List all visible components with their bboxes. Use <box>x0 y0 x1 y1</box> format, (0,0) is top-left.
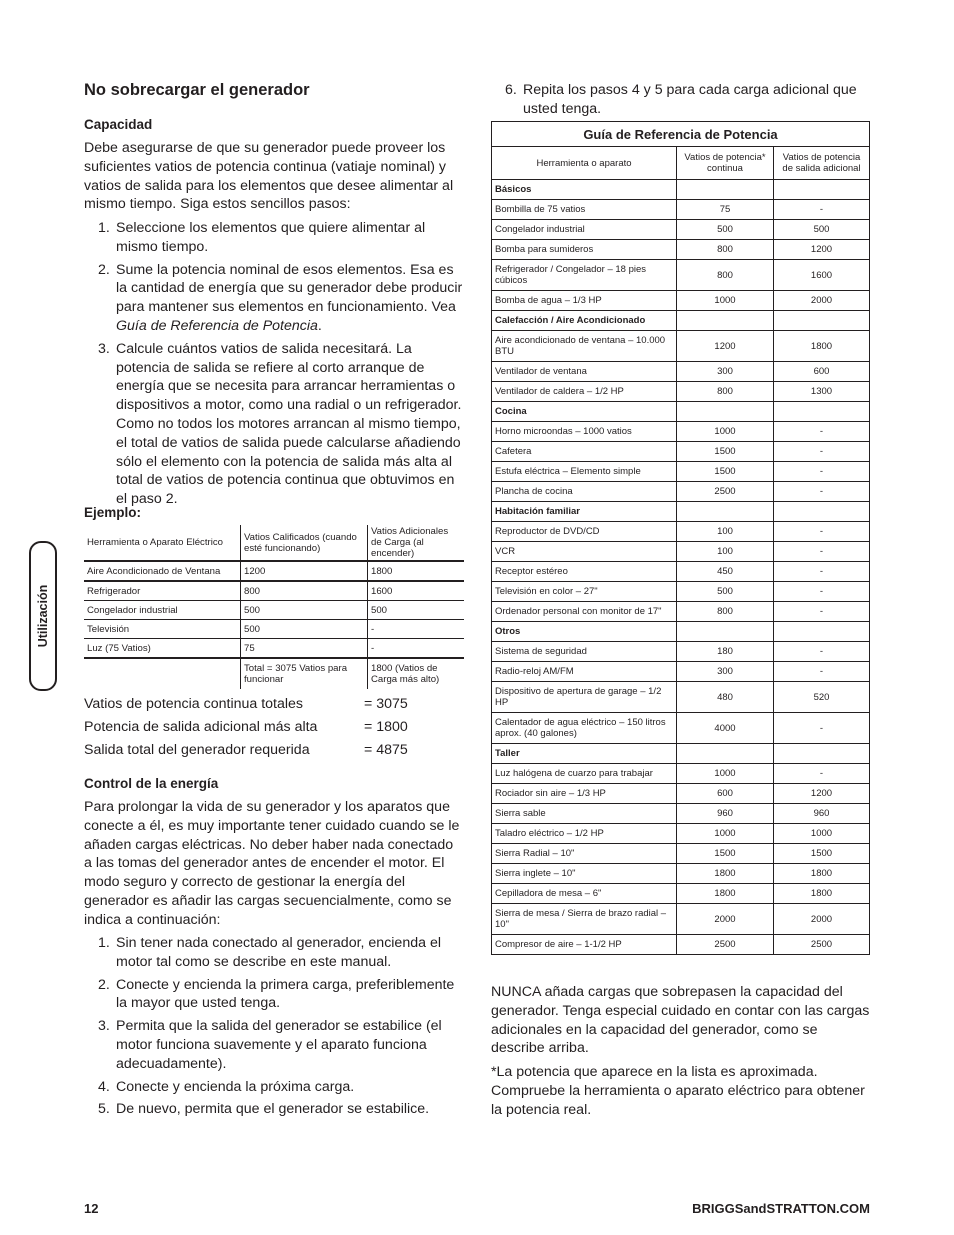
item-name: Sierra inglete – 10" <box>492 864 677 884</box>
running-watts: 800 <box>677 240 774 260</box>
item-name: Plancha de cocina <box>492 482 677 502</box>
table-row <box>492 562 870 582</box>
starting-watts: - <box>774 522 870 542</box>
table-row <box>492 764 870 784</box>
running-watts: 4000 <box>677 713 774 744</box>
item-name: Calentador de agua eléctrico – 150 litros aprox. (40 galones) <box>492 713 677 744</box>
item-name: Aire acondicionado de ventana – 10.000 BTU <box>492 331 677 362</box>
table-row <box>492 904 870 935</box>
starting-watts: 2000 <box>774 291 870 311</box>
empty-cell <box>774 622 870 642</box>
table-row <box>492 382 870 402</box>
table-category-row <box>492 502 870 522</box>
running-watts: 480 <box>677 682 774 713</box>
category-label: Calefacción / Aire Acondicionado <box>492 311 677 331</box>
running-watts: 2500 <box>677 935 774 955</box>
item-name: Sierra Radial – 10" <box>492 844 677 864</box>
item-name: Dispositivo de apertura de garage – 1/2 HP <box>492 682 677 713</box>
table-row <box>492 935 870 955</box>
summary-line: Potencia de salida adicional más alta = 1800 <box>84 719 408 735</box>
item-name: Ventilador de caldera – 1/2 HP <box>492 382 677 402</box>
website-url: BRIGGSandSTRATTON.COM <box>692 1201 870 1216</box>
item-name: Televisión en color – 27" <box>492 582 677 602</box>
table-category-row <box>492 180 870 200</box>
overload-warning: NUNCA añada cargas que sobrepasen la capacidad del generador. Tenga especial cuidado en contar con las cargas adicionales en la capacidad del generador, como se describe arriba. <box>491 984 870 1057</box>
table-category-row <box>492 402 870 422</box>
empty-cell <box>677 180 774 200</box>
item-name: Ordenador personal con monitor de 17" <box>492 602 677 622</box>
category-label: Otros <box>492 622 677 642</box>
table-row <box>492 844 870 864</box>
table-row <box>492 682 870 713</box>
item-name: Sierra sable <box>492 804 677 824</box>
starting-watts: 1800 <box>774 864 870 884</box>
starting-watts: 1800 <box>774 331 870 362</box>
running-watts: 450 <box>677 562 774 582</box>
starting-watts: 520 <box>774 682 870 713</box>
table-row: Televisión 500 - <box>84 620 464 639</box>
running-watts: 300 <box>677 362 774 382</box>
category-label: Taller <box>492 744 677 764</box>
running-watts: 180 <box>677 642 774 662</box>
starting-watts: 2000 <box>774 904 870 935</box>
item-name: Estufa eléctrica – Elemento simple <box>492 462 677 482</box>
step-item: 3. Permita que la salida del generador se estabilice (el motor funciona suavemente y el aparato funciona adecuadamente). <box>98 1018 442 1072</box>
approximate-note: *La potencia que aparece en la lista es aproximada. Compruebe la herramienta o aparato eléctrico para obtener la potencia real. <box>491 1064 865 1118</box>
running-watts: 800 <box>677 382 774 402</box>
step-item: 6. Repita los pasos 4 y 5 para cada carga adicional que usted tenga. <box>505 82 857 117</box>
table-row <box>492 784 870 804</box>
running-watts: 1000 <box>677 291 774 311</box>
example-table <box>84 525 464 689</box>
running-watts: 500 <box>677 582 774 602</box>
category-label: Básicos <box>492 180 677 200</box>
table-row <box>492 260 870 291</box>
table-total-row: Total = 3075 Vatios para funcionar 1800 (Vatios de Carga más alto) <box>84 658 464 689</box>
table-row <box>492 240 870 260</box>
empty-cell <box>677 502 774 522</box>
table-header: Vatios Adicionales de Carga (al encender) <box>368 525 465 561</box>
category-label: Cocina <box>492 402 677 422</box>
table-header: Vatios Calificados (cuando esté funcionando) <box>241 525 368 561</box>
table-header-row <box>84 525 464 561</box>
item-name: Taladro eléctrico – 1/2 HP <box>492 824 677 844</box>
starting-watts: - <box>774 562 870 582</box>
starting-watts: 1000 <box>774 824 870 844</box>
empty-cell <box>774 744 870 764</box>
table-row: Refrigerador 800 1600 <box>84 581 464 601</box>
running-watts: 1800 <box>677 884 774 904</box>
side-tab-label: Utilización <box>36 584 50 648</box>
ejemplo-heading: Ejemplo: <box>84 505 142 520</box>
table-header-row <box>492 147 870 180</box>
table-row <box>492 602 870 622</box>
table-header: Vatios de potencia* continua <box>677 147 774 180</box>
item-name: Bomba para sumideros <box>492 240 677 260</box>
table-header: Vatios de potencia de salida adicional <box>774 147 870 180</box>
item-name: Congelador industrial <box>492 220 677 240</box>
table-row <box>492 442 870 462</box>
starting-watts: 1800 <box>774 884 870 904</box>
starting-watts: - <box>774 582 870 602</box>
starting-watts: - <box>774 542 870 562</box>
empty-cell <box>677 622 774 642</box>
empty-cell <box>774 180 870 200</box>
starting-watts: - <box>774 642 870 662</box>
section-side-tab <box>29 541 57 691</box>
table-row <box>492 642 870 662</box>
running-watts: 300 <box>677 662 774 682</box>
table-row <box>492 662 870 682</box>
summary-line: Vatios de potencia continua totales = 3075 <box>84 696 408 712</box>
running-watts: 600 <box>677 784 774 804</box>
empty-cell <box>677 744 774 764</box>
item-name: Sistema de seguridad <box>492 642 677 662</box>
starting-watts: 960 <box>774 804 870 824</box>
running-watts: 2000 <box>677 904 774 935</box>
running-watts: 1500 <box>677 462 774 482</box>
running-watts: 800 <box>677 602 774 622</box>
item-name: Radio-reloj AM/FM <box>492 662 677 682</box>
table-row <box>492 331 870 362</box>
step-item: 3. Calcule cuántos vatios de salida necesitará. La potencia de salida se refiere al corto arranque de energía que se necesita para arrancar herramientas o dispositivos a motor, como una radial o un refrigerador. Como no todos los motores arrancan al mismo tiempo, el total de vatios de salida puede calcularse añadiendo sólo el elemento con la potencia de salida más alta al total de vatios de potencia continua que obtuvimos en el paso 2. <box>98 340 462 508</box>
power-reference-table <box>491 121 870 955</box>
table-row <box>492 462 870 482</box>
table-row <box>492 482 870 502</box>
starting-watts: 1200 <box>774 240 870 260</box>
starting-watts: - <box>774 713 870 744</box>
item-name: Receptor estéreo <box>492 562 677 582</box>
table-row <box>492 422 870 442</box>
running-watts: 100 <box>677 522 774 542</box>
item-name: VCR <box>492 542 677 562</box>
running-watts: 2500 <box>677 482 774 502</box>
item-name: Reproductor de DVD/CD <box>492 522 677 542</box>
starting-watts: - <box>774 482 870 502</box>
table-title: Guía de Referencia de Potencia <box>492 122 870 147</box>
item-name: Cafetera <box>492 442 677 462</box>
reference-link-text: Guía de Referencia de Potencia <box>116 317 318 334</box>
running-watts: 500 <box>677 220 774 240</box>
table-row <box>492 200 870 220</box>
step-item: 1. Seleccione los elementos que quiere alimentar al mismo tiempo. <box>98 220 426 255</box>
table-row <box>492 804 870 824</box>
table-row <box>492 884 870 904</box>
table-row <box>492 220 870 240</box>
running-watts: 1800 <box>677 864 774 884</box>
empty-cell <box>774 502 870 522</box>
running-watts: 1500 <box>677 442 774 462</box>
starting-watts: 500 <box>774 220 870 240</box>
step-item: 5. De nuevo, permita que el generador se estabilice. <box>98 1101 430 1118</box>
table-row <box>492 522 870 542</box>
item-name: Sierra de mesa / Sierra de brazo radial – 10" <box>492 904 677 935</box>
item-name: Ventilador de ventana <box>492 362 677 382</box>
running-watts: 1200 <box>677 331 774 362</box>
example-summary <box>84 695 464 764</box>
starting-watts: - <box>774 764 870 784</box>
capacidad-intro: Debe asegurarse de que su generador puede proveer los suficientes vatios de potencia continua (vatiaje nominal) y vatios de salida para los elementos que desee alimentar al mismo tiempo. Siga estos sencillos pasos: <box>84 140 454 213</box>
empty-cell <box>774 311 870 331</box>
item-name: Luz halógena de cuarzo para trabajar <box>492 764 677 784</box>
table-row <box>492 291 870 311</box>
running-watts: 800 <box>677 260 774 291</box>
table-category-row <box>492 622 870 642</box>
item-name: Compresor de aire – 1-1/2 HP <box>492 935 677 955</box>
section-heading: No sobrecargar el generador <box>84 81 310 99</box>
item-name: Rociador sin aire – 1/3 HP <box>492 784 677 804</box>
table-row <box>492 713 870 744</box>
item-name: Bomba de agua – 1/3 HP <box>492 291 677 311</box>
category-label: Habitación familiar <box>492 502 677 522</box>
table-row <box>492 362 870 382</box>
table-header: Herramienta o Aparato Eléctrico <box>84 525 241 561</box>
starting-watts: - <box>774 602 870 622</box>
control-intro: Para prolongar la vida de su generador y los aparatos que conecte a él, es muy importante tener cuidado cuando se le añaden cargas eléctricas. No deber haber nada conectado a las tomas del generador antes de encender el motor. El modo seguro y correcto de gestionar la energía del generador es añadir las cargas secuencialmente, como se indica a continuación: <box>84 799 460 928</box>
table-header: Herramienta o aparato <box>492 147 677 180</box>
page-number: 12 <box>84 1201 99 1216</box>
starting-watts: - <box>774 200 870 220</box>
step-item: 1. Sin tener nada conectado al generador, encienda el motor tal como se describe en este manual. <box>98 935 441 970</box>
control-heading: Control de la energía <box>84 776 219 791</box>
starting-watts: 1500 <box>774 844 870 864</box>
starting-watts: 1300 <box>774 382 870 402</box>
capacidad-steps <box>84 219 464 513</box>
running-watts: 75 <box>677 200 774 220</box>
running-watts: 1000 <box>677 824 774 844</box>
summary-line: Salida total del generador requerida = 4875 <box>84 742 408 758</box>
table-title-row <box>492 122 870 147</box>
step-six <box>491 81 870 123</box>
empty-cell <box>774 402 870 422</box>
running-watts: 100 <box>677 542 774 562</box>
table-row: Luz (75 Vatios) 75 - <box>84 639 464 659</box>
table-category-row <box>492 311 870 331</box>
table-row <box>492 864 870 884</box>
starting-watts: 600 <box>774 362 870 382</box>
table-category-row <box>492 744 870 764</box>
table-row: Aire Acondicionado de Ventana 1200 1800 <box>84 561 464 581</box>
starting-watts: - <box>774 662 870 682</box>
empty-cell <box>677 311 774 331</box>
table-row <box>492 582 870 602</box>
empty-cell <box>677 402 774 422</box>
item-name: Bombilla de 75 vatios <box>492 200 677 220</box>
running-watts: 1000 <box>677 764 774 784</box>
table-row <box>492 542 870 562</box>
starting-watts: - <box>774 422 870 442</box>
capacidad-heading: Capacidad <box>84 117 153 132</box>
item-name: Refrigerador / Congelador – 18 pies cúbicos <box>492 260 677 291</box>
starting-watts: 2500 <box>774 935 870 955</box>
table-row: Congelador industrial 500 500 <box>84 601 464 620</box>
starting-watts: - <box>774 462 870 482</box>
table-row <box>492 824 870 844</box>
starting-watts: 1600 <box>774 260 870 291</box>
starting-watts: - <box>774 442 870 462</box>
step-item: 2. Conecte y encienda la primera carga, preferiblemente la mayor que usted tenga. <box>98 976 455 1012</box>
step-item: 4. Conecte y encienda la próxima carga. <box>98 1078 355 1095</box>
running-watts: 960 <box>677 804 774 824</box>
starting-watts: 1200 <box>774 784 870 804</box>
item-name: Cepilladora de mesa – 6" <box>492 884 677 904</box>
step-item: 2. Sume la potencia nominal de esos elementos. Esa es la cantidad de energía que su generador debe producir para mantener sus elementos en funcionamiento. Vea Guía de Referencia de Potencia. <box>98 261 463 334</box>
item-name: Horno microondas – 1000 vatios <box>492 422 677 442</box>
control-steps <box>84 934 464 1123</box>
running-watts: 1000 <box>677 422 774 442</box>
running-watts: 1500 <box>677 844 774 864</box>
